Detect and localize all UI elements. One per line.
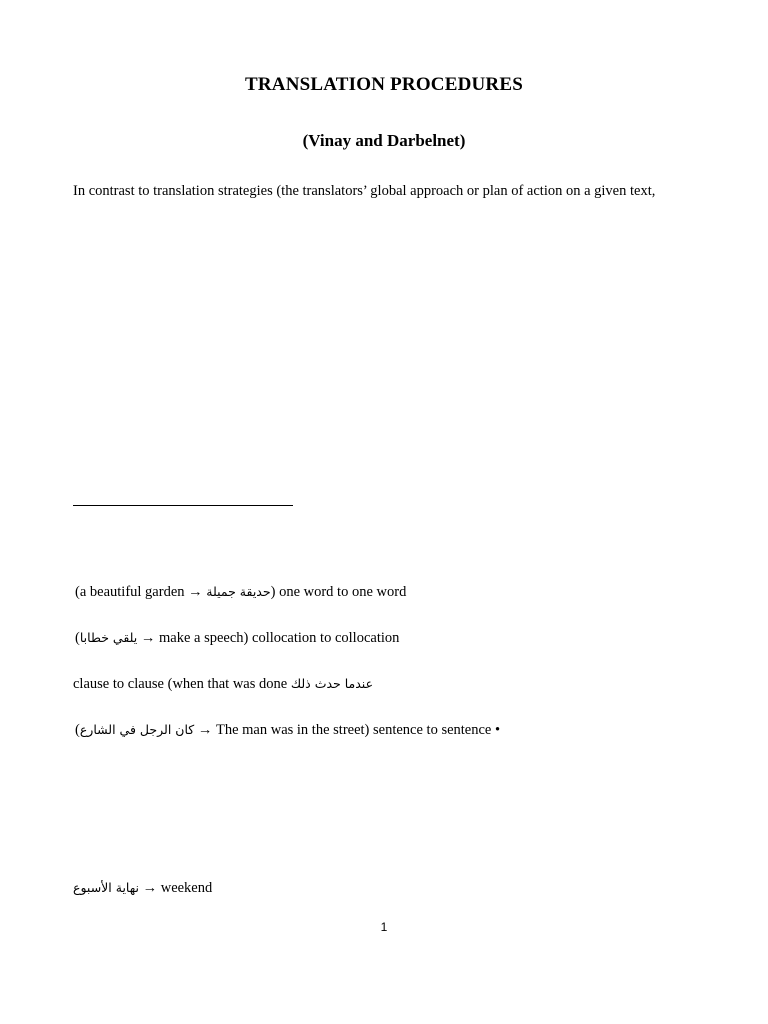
page-subtitle: (Vinay and Darbelnet)	[302, 131, 466, 150]
example-text-open: (a beautiful garden →	[75, 584, 207, 600]
example-line-weekend	[73, 880, 212, 897]
page-number: 1	[380, 920, 388, 934]
example-text-open: (	[75, 630, 80, 646]
example-text-close: → The man was in the street) sentence to sentence •	[194, 722, 501, 738]
example-text-close: → make a speech) collocation to collocation	[137, 630, 400, 646]
example-text-close: → weekend	[138, 880, 213, 896]
example-text-open: (	[75, 722, 80, 738]
example-arabic-text: نهاية الأسبوع	[73, 880, 139, 895]
example-arabic-text: حديقة جميلة	[206, 584, 271, 599]
footnote-separator	[73, 505, 293, 506]
page-title: TRANSLATION PROCEDURES	[244, 74, 523, 95]
example-line-clause	[73, 676, 373, 693]
example-line-sentence	[75, 722, 500, 739]
example-arabic-text: يلقي خطابا	[79, 630, 138, 645]
example-text-open: clause to clause (when that was done	[73, 676, 291, 692]
example-arabic-text: عندما حدث ذلك	[290, 676, 374, 691]
example-line-word-to-word	[75, 584, 406, 601]
example-text-close: ) one word to one word	[270, 584, 407, 600]
example-arabic-text: كان الرجل في الشارع	[79, 722, 195, 737]
example-line-collocation	[75, 630, 399, 647]
intro-paragraph: In contrast to translation strategies (the translators’ global approach or plan of action on a given text,	[73, 183, 656, 199]
